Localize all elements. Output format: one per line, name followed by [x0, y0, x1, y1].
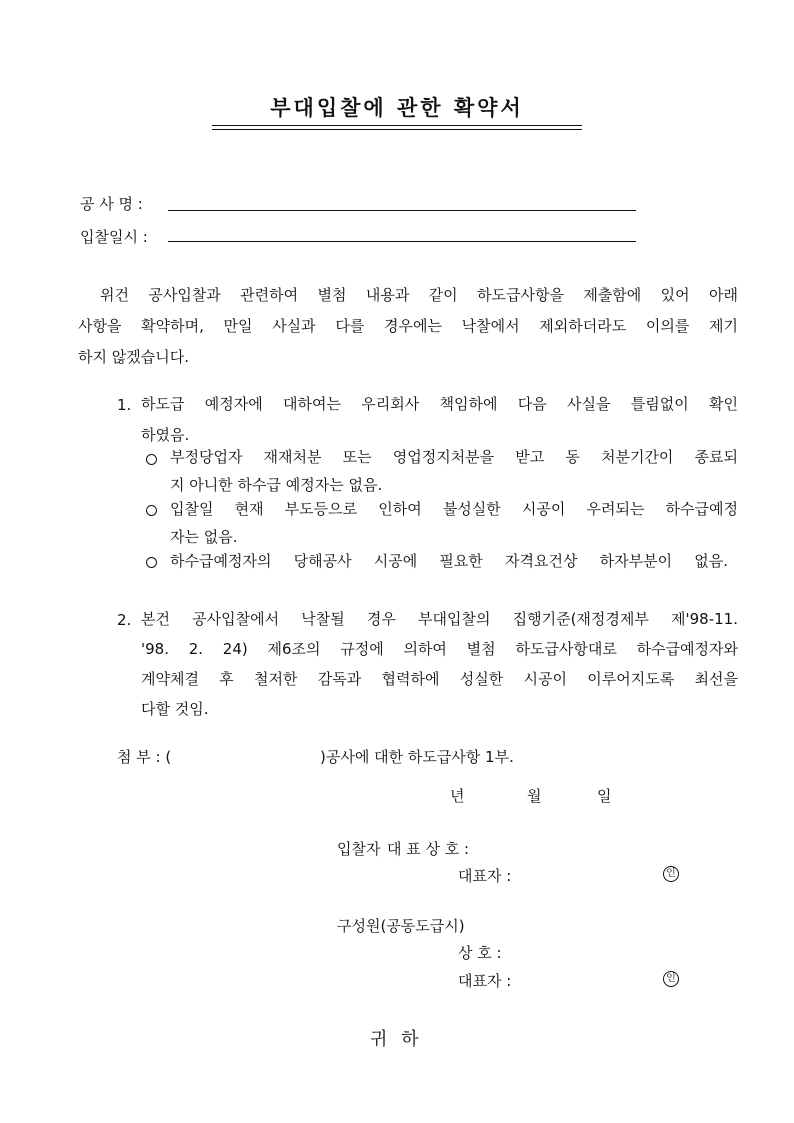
intro-line: 하지 않겠습니다. [78, 348, 189, 366]
date-year-label: 년 [450, 787, 465, 805]
circle-bullet-icon [146, 505, 157, 516]
intro-line: 위건 공사입찰과 관련하여 별첨 내용과 같이 하도급사항을 제출함에 있어 아래 [100, 286, 738, 304]
seal-icon: 인 [663, 866, 679, 882]
closing-text: 귀 하 [370, 1029, 423, 1050]
item-2-line: 본건 공사입찰에서 낙찰될 경우 부대입찰의 집행기준(재정경제부 제'98-11. [141, 610, 738, 628]
item-1-line: 하였음. [141, 426, 190, 444]
item-1-text [141, 389, 738, 451]
attachment-text: )공사에 대한 하도급사항 1부. [320, 748, 514, 766]
title-underline-bottom [212, 129, 582, 130]
project-name-field[interactable] [168, 210, 636, 211]
bullet-1-line: 부정당업자 재재처분 또는 영업정지처분을 받고 동 처분기간이 종료되 [170, 448, 738, 466]
bidder-company-label: 대 표 상 호 : [387, 840, 470, 858]
intro-paragraph [78, 280, 738, 373]
circle-bullet-icon [146, 454, 157, 465]
item-1-number: 1. [117, 396, 132, 414]
intro-line: 사항을 확약하며, 만일 사실과 다를 경우에는 낙찰에서 제외하더라도 이의를 제기 [78, 317, 738, 335]
title-underline-top [212, 125, 582, 126]
bullet-3-line: 하수급예정자의 당해공사 시공에 필요한 자격요건상 하자부분이 없음. [170, 552, 728, 570]
bullet-2-line: 자는 없음. [170, 528, 238, 546]
circle-bullet-icon [146, 557, 157, 568]
bullet-1-line: 지 아니한 하수급 예정자는 없음. [170, 476, 383, 494]
member-representative-label: 대표자 : [458, 972, 512, 990]
bullet-2-line: 입찰일 현재 부도등으로 인하여 불성실한 시공이 우려되는 하수급예정 [170, 500, 738, 518]
item-2-text [141, 604, 738, 724]
item-2-line: 계약체결 후 철저한 감독과 협력하에 성실한 시공이 이루어지도록 최선을 [141, 670, 738, 688]
document-title: 부대입찰에 관한 확약서 [270, 95, 524, 120]
date-day-label: 일 [597, 787, 612, 805]
bullet-1-text [170, 443, 738, 499]
item-1-line: 하도급 예정자에 대하여는 우리회사 책임하에 다음 사실을 틀림없이 확인 [141, 395, 738, 413]
item-2-line: '98. 2. 24) 제6조의 규정에 의하여 별첨 하도급사항대로 하수급예정자와 [141, 640, 738, 658]
project-name-label: 공 사 명 : [80, 195, 143, 213]
item-2-number: 2. [117, 611, 132, 629]
member-label: 구성원(공동도급시) [337, 917, 465, 935]
seal-icon: 인 [663, 971, 679, 987]
bullet-2-text [170, 495, 738, 551]
member-company-label: 상 호 : [458, 944, 502, 962]
bid-date-label: 입찰일시 : [80, 228, 148, 246]
date-month-label: 월 [527, 787, 542, 805]
attachment-label: 첨 부 : ( [117, 748, 172, 766]
bidder-representative-label: 대표자 : [458, 867, 512, 885]
bidder-label: 입찰자 [337, 840, 381, 858]
item-2-line: 다할 것임. [141, 700, 209, 718]
bid-date-field[interactable] [168, 241, 636, 242]
bullet-3-text [170, 547, 728, 575]
